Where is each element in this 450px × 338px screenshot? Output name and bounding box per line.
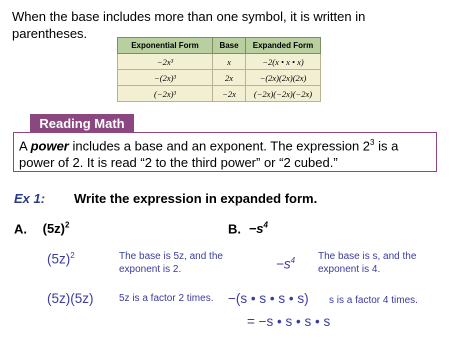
example-title: Write the expression in expanded form.: [74, 191, 318, 206]
table-row: [118, 70, 321, 86]
table-header: Exponential Form: [118, 38, 213, 54]
part-a-expression: [43, 221, 70, 236]
part-a-letter: A.: [14, 221, 27, 237]
reading-math-text-a: A: [19, 138, 31, 154]
part-b-base: −s: [248, 221, 264, 237]
table-cell: −2x: [213, 86, 246, 102]
reading-math-text-b: includes a base and an exponent. The expression 2: [68, 138, 371, 154]
table-cell: x: [213, 54, 246, 70]
reading-math-text-c: is a power of 2. It is read “2 to the third power” or “2 cubed.”: [19, 138, 399, 171]
part-a-step1-exponent: 2: [70, 251, 75, 260]
part-a-step2-note: 5z is a factor 2 times.: [119, 293, 214, 304]
table-header: Expanded Form: [246, 38, 321, 54]
table-cell: (−2x)(−2x)(−2x): [246, 86, 321, 102]
example-label: Ex 1:: [14, 191, 46, 206]
part-b-step1: [276, 256, 295, 272]
part-a-exponent: 2: [65, 221, 70, 230]
reading-math-tab: Reading Math: [30, 114, 134, 133]
table-row: [118, 86, 321, 102]
intro-text: When the base includes more than one symbol, it is written in parentheses.: [12, 9, 366, 41]
part-b-step1-exponent: 4: [290, 256, 296, 265]
table-header: Base: [213, 38, 246, 54]
table-cell: 2x: [213, 70, 246, 86]
part-b-step1-note: The base is s, and the exponent is 4.: [318, 251, 417, 275]
part-a-step2: (5z)(5z): [47, 291, 94, 306]
table-cell: −(2x)³: [118, 70, 213, 86]
table-header-row: [118, 38, 321, 54]
part-b-step3: = −s • s • s • s: [247, 314, 331, 329]
part-a-heading: [14, 221, 69, 236]
part-b-exponent: 4: [263, 221, 268, 230]
part-a-step1-base: (5z): [47, 251, 71, 267]
exponential-forms-table: [117, 37, 321, 102]
table-cell: (−2x)³: [118, 86, 213, 102]
table-cell: −2x³: [118, 54, 213, 70]
reading-math-exponent: 3: [370, 138, 375, 147]
part-b-step1-base: −s: [276, 256, 291, 272]
table-row: [118, 54, 321, 70]
part-a-base: (5z): [42, 221, 66, 237]
part-b-step2: −(s • s • s • s): [228, 291, 309, 306]
part-a-step1: [47, 251, 75, 267]
part-a-step1-note: The base is 5z, and the exponent is 2.: [119, 251, 223, 275]
part-b-step2-note: s is a factor 4 times.: [329, 295, 418, 306]
part-b-heading: [228, 221, 268, 236]
power-term: power: [30, 138, 69, 154]
part-b-expression: [249, 221, 268, 236]
table-cell: −2(x • x • x): [246, 54, 321, 70]
table-cell: −(2x)(2x)(2x): [246, 70, 321, 86]
reading-math-text: [19, 134, 433, 171]
part-b-letter: B.: [228, 221, 241, 237]
